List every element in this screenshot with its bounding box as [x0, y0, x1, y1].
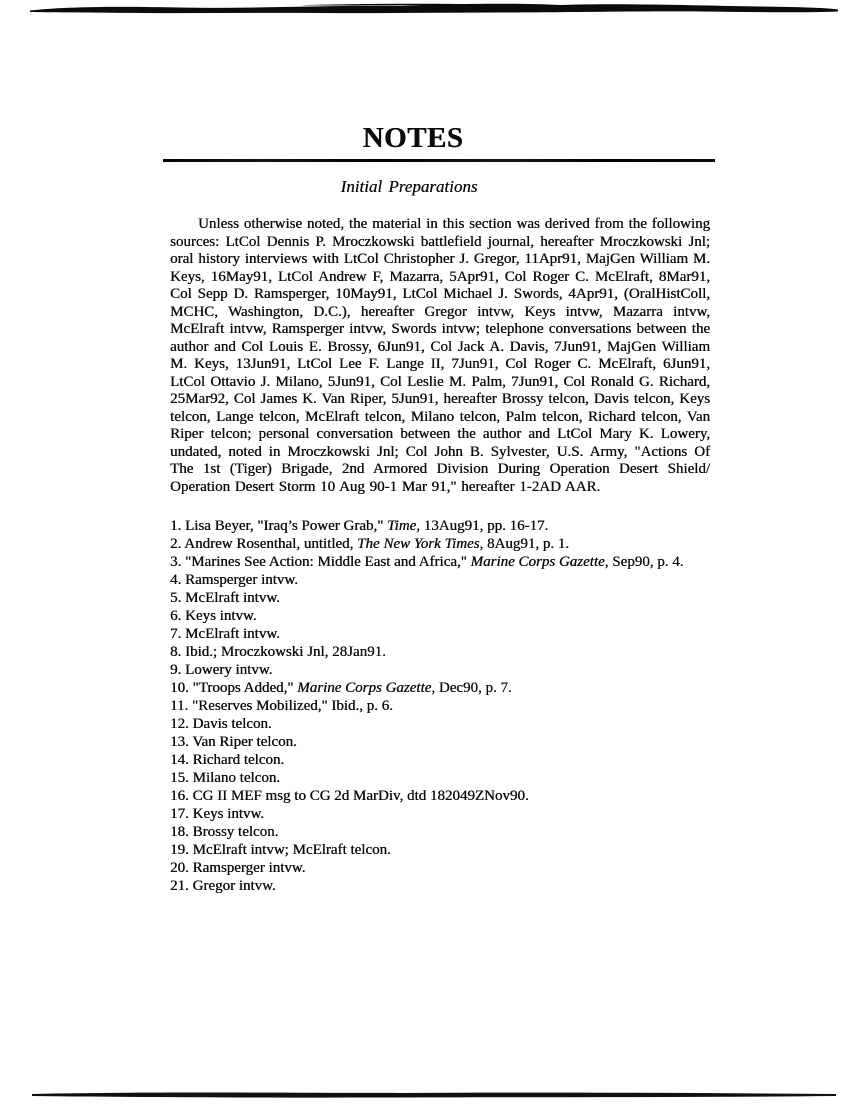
note-text: 11. "Reserves Mobilized," Ibid., p. 6. — [170, 698, 393, 714]
note-item — [170, 877, 710, 895]
note-item — [170, 553, 710, 571]
scan-artifact-top-bar — [0, 0, 864, 20]
note-item — [170, 769, 710, 787]
note-text: , Dec90, p. 7. — [431, 680, 512, 696]
note-item — [170, 589, 710, 607]
note-item — [170, 841, 710, 859]
note-item — [170, 625, 710, 643]
note-item — [170, 823, 710, 841]
note-text: 19. McElraft intvw; McElraft telcon. — [170, 842, 391, 858]
note-citation-italic: The New York Times — [357, 536, 480, 552]
note-text: 8. Ibid.; Mroczkowski Jnl, 28Jan91. — [170, 644, 386, 660]
note-text: 21. Gregor intvw. — [170, 878, 276, 894]
note-text: , Sep90, p. 4. — [604, 554, 684, 570]
note-item — [170, 517, 710, 535]
note-text: 5. McElraft intvw. — [170, 590, 280, 606]
note-text: 7. McElraft intvw. — [170, 626, 280, 642]
note-text: 9. Lowery intvw. — [170, 662, 273, 678]
scan-artifact-bottom-bar — [0, 1088, 864, 1104]
note-item — [170, 571, 710, 589]
note-item — [170, 661, 710, 679]
note-item — [170, 751, 710, 769]
note-text: 14. Richard telcon. — [170, 752, 285, 768]
note-text: 13. Van Riper telcon. — [170, 734, 297, 750]
text-column — [170, 124, 710, 895]
note-text: 18. Brossy telcon. — [170, 824, 279, 840]
note-item — [170, 805, 710, 823]
title-rule — [163, 159, 715, 162]
note-text: 3. "Marines See Action: Middle East and Africa," — [170, 554, 471, 570]
note-citation-italic: Marine Corps Gazette — [470, 554, 605, 570]
note-text: 6. Keys intvw. — [170, 608, 257, 624]
note-citation-italic: Time — [387, 518, 417, 534]
note-text: 4. Ramsperger intvw. — [170, 572, 298, 588]
note-text: 16. CG II MEF msg to CG 2d MarDiv, dtd 182049ZNov90. — [170, 788, 529, 804]
note-text: 2. Andrew Rosenthal, untitled, — [170, 536, 358, 552]
note-text: 10. "Troops Added," — [170, 680, 298, 696]
note-text: 1. Lisa Beyer, "Iraq’s Power Grab," — [170, 518, 388, 534]
note-text: 15. Milano telcon. — [170, 770, 280, 786]
note-item — [170, 787, 710, 805]
note-text: 20. Ramsperger intvw. — [170, 860, 306, 876]
note-text: 12. Davis telcon. — [170, 716, 272, 732]
note-item — [170, 607, 710, 625]
note-item — [170, 859, 710, 877]
note-text: , 8Aug91, p. 1. — [479, 536, 570, 552]
notes-list — [170, 517, 710, 895]
page-title: NOTES — [362, 122, 464, 154]
section-heading: Initial Preparations — [340, 177, 478, 196]
note-citation-italic: Marine Corps Gazette — [297, 680, 432, 696]
sources-paragraph: Unless otherwise noted, the material in this section was derived from the following sources: LtCol Dennis P. Mroczkowski battlefield journal, hereafter Mroczkowski Jnl; oral history interviews with LtCol Christopher J. Gregor, 11Apr91, MajGen William M. Keys, 16May91, LtCol Andrew F, Mazarra, 5Apr91, Col Roger C. McElraft, 8Mar91, Col Sepp D. Ramsperger, 10May91, LtCol Michael J. Swords, 4Apr91, (OralHistColl, MCHC, Washington, D.C.), hereafter Gregor intvw, Keys intvw, Mazarra intvw, McElraft intvw, Ramsperger intvw, Swords intvw; telephone conversations between the author and Col Louis E. Brossy, 6Jun91, Col Jack A. Davis, 7Jun91, MajGen William M. Keys, 13Jun91, LtCol Lee F. Lange II, 7Jun91, Col Roger C. McElraft, 6Jun91, LtCol Ottavio J. Milano, 5Jun91, Col Leslie M. Palm, 7Jun91, Col Ronald G. Richard, 25Mar92, Col James K. Van Riper, 5Jun91, hereafter Brossy telcon, Davis telcon, Keys telcon, Lange telcon, McElraft telcon, Milano telcon, Palm telcon, Richard telcon, Van Riper telcon; personal conversation between the author and LtCol Mary K. Lowery, undated, noted in Mroczkowski Jnl; Col John B. Sylvester, U.S. Army, "Actions Of The 1st (Tiger) Brigade, 2nd Armored Division During Operation Desert Shield/ Operation Desert Storm 10 Aug 90-1 Mar 91," hereafter 1-2AD AAR. — [170, 216, 710, 495]
note-item — [170, 535, 710, 553]
note-item — [170, 715, 710, 733]
note-text: 17. Keys intvw. — [170, 806, 265, 822]
note-item — [170, 643, 710, 661]
note-item — [170, 733, 710, 751]
note-text: , 13Aug91, pp. 16-17. — [416, 518, 549, 534]
note-item — [170, 679, 710, 697]
note-item — [170, 697, 710, 715]
